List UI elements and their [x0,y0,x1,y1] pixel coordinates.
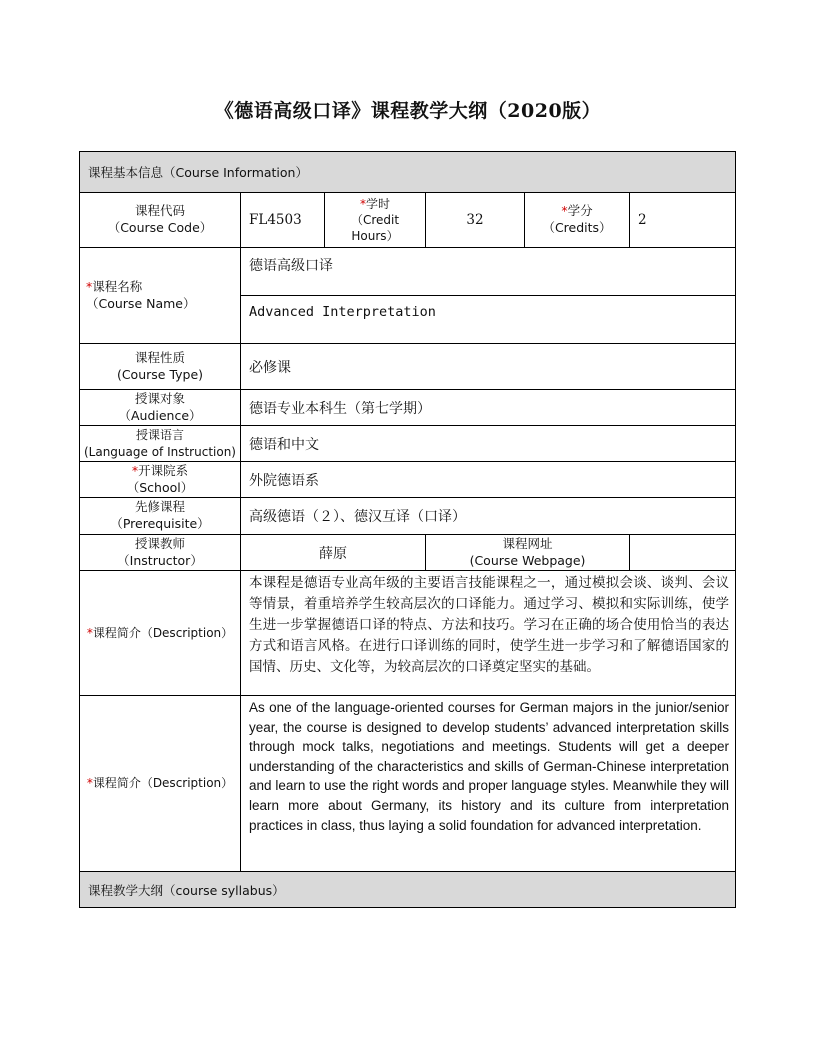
course-name-row [80,248,736,296]
course-type-row [80,344,736,390]
course-info-table [79,151,736,908]
school-label: *开课院系 （School） [80,462,241,498]
school-value: 外院德语系 [241,462,736,498]
language-value: 德语和中文 [241,426,736,462]
instructor-label: 授课教师 （Instructor） [80,535,241,571]
credit-hours-label: *学时 （Credit Hours） [325,193,426,248]
instructor-row [80,535,736,571]
school-row [80,462,736,498]
course-information-header-row [80,152,736,193]
webpage-label: 课程网址 (Course Webpage) [426,535,630,571]
description-en-label: *课程简介（Description） [80,696,241,872]
language-row [80,426,736,462]
credits-label: *学分 （Credits） [525,193,630,248]
course-syllabus-header: 课程教学大纲（course syllabus） [80,872,736,908]
course-type-label: 课程性质 (Course Type) [80,344,241,390]
description-en-text: As one of the language-oriented courses for German majors in the junior/senior year, the course is designed to develop students’ advanced interpretation skills through mock talks, negotiations and meetings. Students will get a deeper understanding of the characteristics and skills of German-Chinese interpretation and learn to use the right words and proper language styles. Meanwhile they will learn more about Germany, its history and its culture from interpretation practices in class, thus laying a solid foundation for advanced interpretation. [241,696,736,872]
instructor-value: 薛原 [241,535,426,571]
audience-value: 德语专业本科生（第七学期） [241,390,736,426]
course-type-value: 必修课 [241,344,736,390]
course-name-cn-value: 德语高级口译 [241,248,736,296]
audience-label: 授课对象 （Audience） [80,390,241,426]
course-syllabus-header-row [80,872,736,908]
prerequisite-value: 高级德语（２）、德汉互译（口译） [241,498,736,535]
description-cn-row [80,571,736,696]
course-name-label: *课程名称 （Course Name） [80,248,241,344]
prerequisite-row [80,498,736,535]
description-cn-label: *课程简介（Description） [80,571,241,696]
course-code-value: FL4503 [241,193,325,248]
description-cn-text: 本课程是德语专业高年级的主要语言技能课程之一，通过模拟会谈、谈判、会议等情景，着重培养学生较高层次的口译能力。通过学习、模拟和实际训练，使学生进一步掌握德语口译的特点、方法和技巧。学习在正确的场合使用恰当的表达方式和语言风格。在进行口译训练的同时，使学生进一步学习和了解德语国家的国情、历史、文化等，为较高层次的口译奠定坚实的基础。 [241,571,736,696]
course-name-en-value: Advanced Interpretation [241,296,736,344]
prerequisite-label: 先修课程 （Prerequisite） [80,498,241,535]
course-information-header: 课程基本信息（Course Information） [80,152,736,193]
credit-hours-value: 32 [426,193,525,248]
course-code-label: 课程代码 （Course Code） [80,193,241,248]
description-en-row [80,696,736,872]
document-title: 《德语高级口译》课程教学大纲（2020版） [214,100,602,122]
webpage-value[interactable] [630,535,736,571]
audience-row [80,390,736,426]
credits-value: 2 [630,193,736,248]
course-code-row [80,193,736,248]
language-label: 授课语言 (Language of Instruction) [80,426,241,462]
